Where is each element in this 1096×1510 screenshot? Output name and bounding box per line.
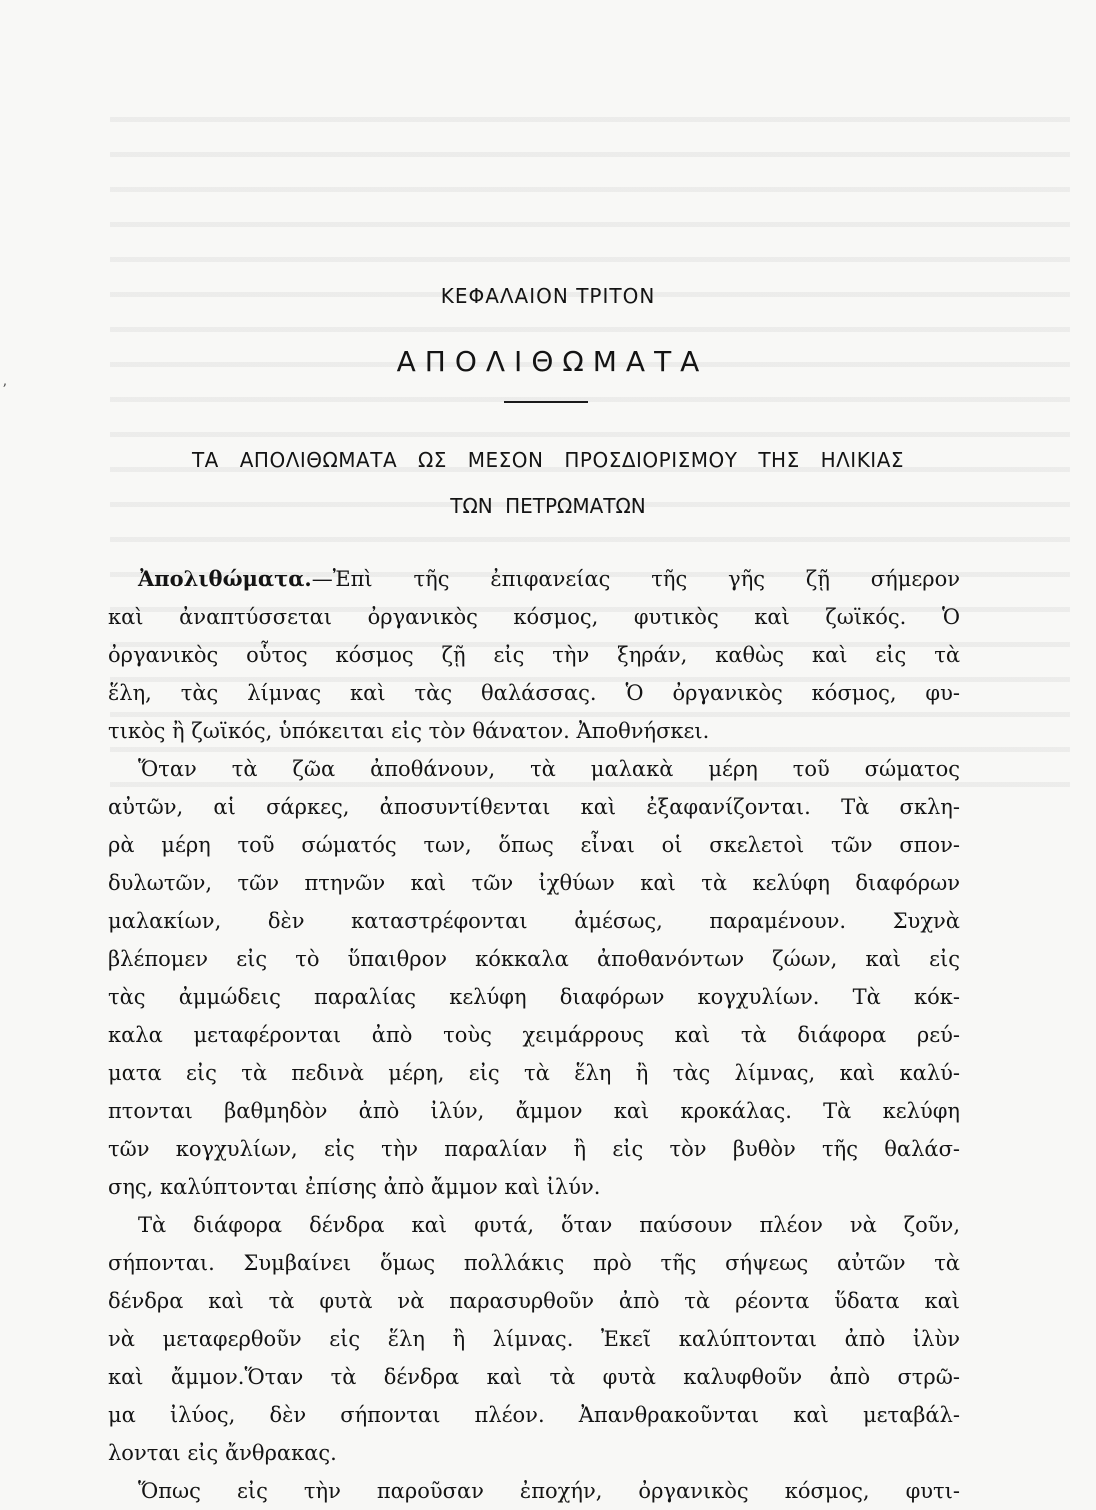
text-line: Ὅπως εἰς τὴν παροῦσαν ἐποχήν, ὀργανικὸς κόσμος, φυτι-: [138, 1479, 960, 1503]
text-line: καὶ ἀναπτύσσεται ὀργανικὸς κόσμος, φυτικὸς καὶ ζωϊκός. Ὁ: [108, 605, 960, 629]
text-line: μαλακίων, δὲν καταστρέφονται ἀμέσως, παραμένουν. Συχνὰ: [108, 909, 960, 933]
margin-mark: ʼ: [2, 382, 7, 398]
text-line: ἕλη, τὰς λίμνας καὶ τὰς θαλάσσας. Ὁ ὀργανικὸς κόσμος, φυ-: [108, 681, 960, 705]
text-line: νὰ μεταφερθοῦν εἰς ἕλη ἢ λίμνας. Ἐκεῖ καλύπτονται ἀπὸ ἰλὺν: [108, 1327, 960, 1351]
text-line: Ὅταν τὰ ζῶα ἀποθάνουν, τὰ μαλακὰ μέρη τοῦ σώματος: [138, 757, 960, 781]
text-line: [108, 560, 960, 598]
body-text: [108, 560, 960, 1510]
text-line: δένδρα καὶ τὰ φυτὰ νὰ παρασυρθοῦν ἀπὸ τὰ ρέοντα ὕδατα καὶ: [108, 1289, 960, 1313]
text-line: πτονται βαθμηδὸν ἀπὸ ἰλύν, ἄμμον καὶ κροκάλας. Τὰ κελύφη: [108, 1099, 960, 1123]
text-line: τὰς ἀμμώδεις παραλίας κελύφη διαφόρων κογχυλίων. Τὰ κόκ-: [108, 985, 960, 1009]
text-fragment: —Ἐπὶ τῆς ἐπιφανείας τῆς γῆς ζῇ σήμερον: [311, 567, 960, 591]
text-line: ὀργανικὸς οὗτος κόσμος ζῇ εἰς τὴν ξηράν, καθὼς καὶ εἰς τὰ: [108, 643, 960, 667]
text-line: δυλωτῶν, τῶν πτηνῶν καὶ τῶν ἰχθύων καὶ τὰ κελύφη διαφόρων: [108, 871, 960, 895]
text-line: Τὰ διάφορα δένδρα καὶ φυτά, ὅταν παύσουν πλέον νὰ ζοῦν,: [138, 1213, 960, 1237]
text-line: αὐτῶν, αἱ σάρκες, ἀποσυντίθενται καὶ ἐξαφανίζονται. Τὰ σκλη-: [108, 795, 960, 819]
text-line: καὶ ἄμμον.Ὅταν τὰ δένδρα καὶ τὰ φυτὰ καλυφθοῦν ἀπὸ στρῶ-: [108, 1365, 960, 1389]
section-subtitle-line2: ΤΩΝ ΠΕΤΡΩΜΑΤΩΝ: [450, 494, 646, 518]
section-subtitle-line1: ΤΑ ΑΠΟΛΙΘΩΜΑΤΑ ΩΣ ΜΕΣΟΝ ΠΡΟΣΔΙΟΡΙΣΜΟΥ ΤΗΣ ΗΛΙΚΙΑΣ: [191, 448, 905, 472]
paragraph-lead-term: Ἀπολιθώματα.: [138, 566, 312, 591]
title-rule: [504, 401, 588, 403]
text-line: καλα μεταφέρονται ἀπὸ τοὺς χειμάρρους καὶ τὰ διάφορα ρεύ-: [108, 1023, 960, 1047]
chapter-label: ΚΕΦΑΛΑΙΟΝ ΤΡΙΤΟΝ: [440, 284, 656, 308]
text-line: βλέπομεν εἰς τὸ ὕπαιθρον κόκκαλα ἀποθανόντων ζώων, καὶ εἰς: [108, 947, 960, 971]
text-line: ματα εἰς τὰ πεδινὰ μέρη, εἰς τὰ ἕλη ἢ τὰς λίμνας, καὶ καλύ-: [108, 1061, 960, 1085]
text-line: μα ἰλύος, δὲν σήπονται πλέον. Ἀπανθρακοῦνται καὶ μεταβάλ-: [108, 1403, 960, 1427]
text-line: τικὸς ἢ ζωϊκός, ὑπόκειται εἰς τὸν θάνατον. Ἀποθνήσκει.: [108, 719, 710, 743]
text-line: λονται εἰς ἄνθρακας.: [108, 1441, 337, 1465]
chapter-title: ΑΠΟΛΙΘΩΜΑΤΑ: [396, 345, 709, 378]
text-line: ρὰ μέρη τοῦ σώματός των, ὅπως εἶναι οἱ σκελετοὶ τῶν σπον-: [108, 833, 960, 857]
text-line: τῶν κογχυλίων, εἰς τὴν παραλίαν ἢ εἰς τὸν βυθὸν τῆς θαλάσ-: [108, 1137, 960, 1161]
text-line: σήπονται. Συμβαίνει ὅμως πολλάκις πρὸ τῆς σήψεως αὐτῶν τὰ: [108, 1251, 960, 1275]
text-line: σης, καλύπτονται ἐπίσης ἀπὸ ἄμμον καὶ ἰλύν.: [108, 1175, 601, 1199]
